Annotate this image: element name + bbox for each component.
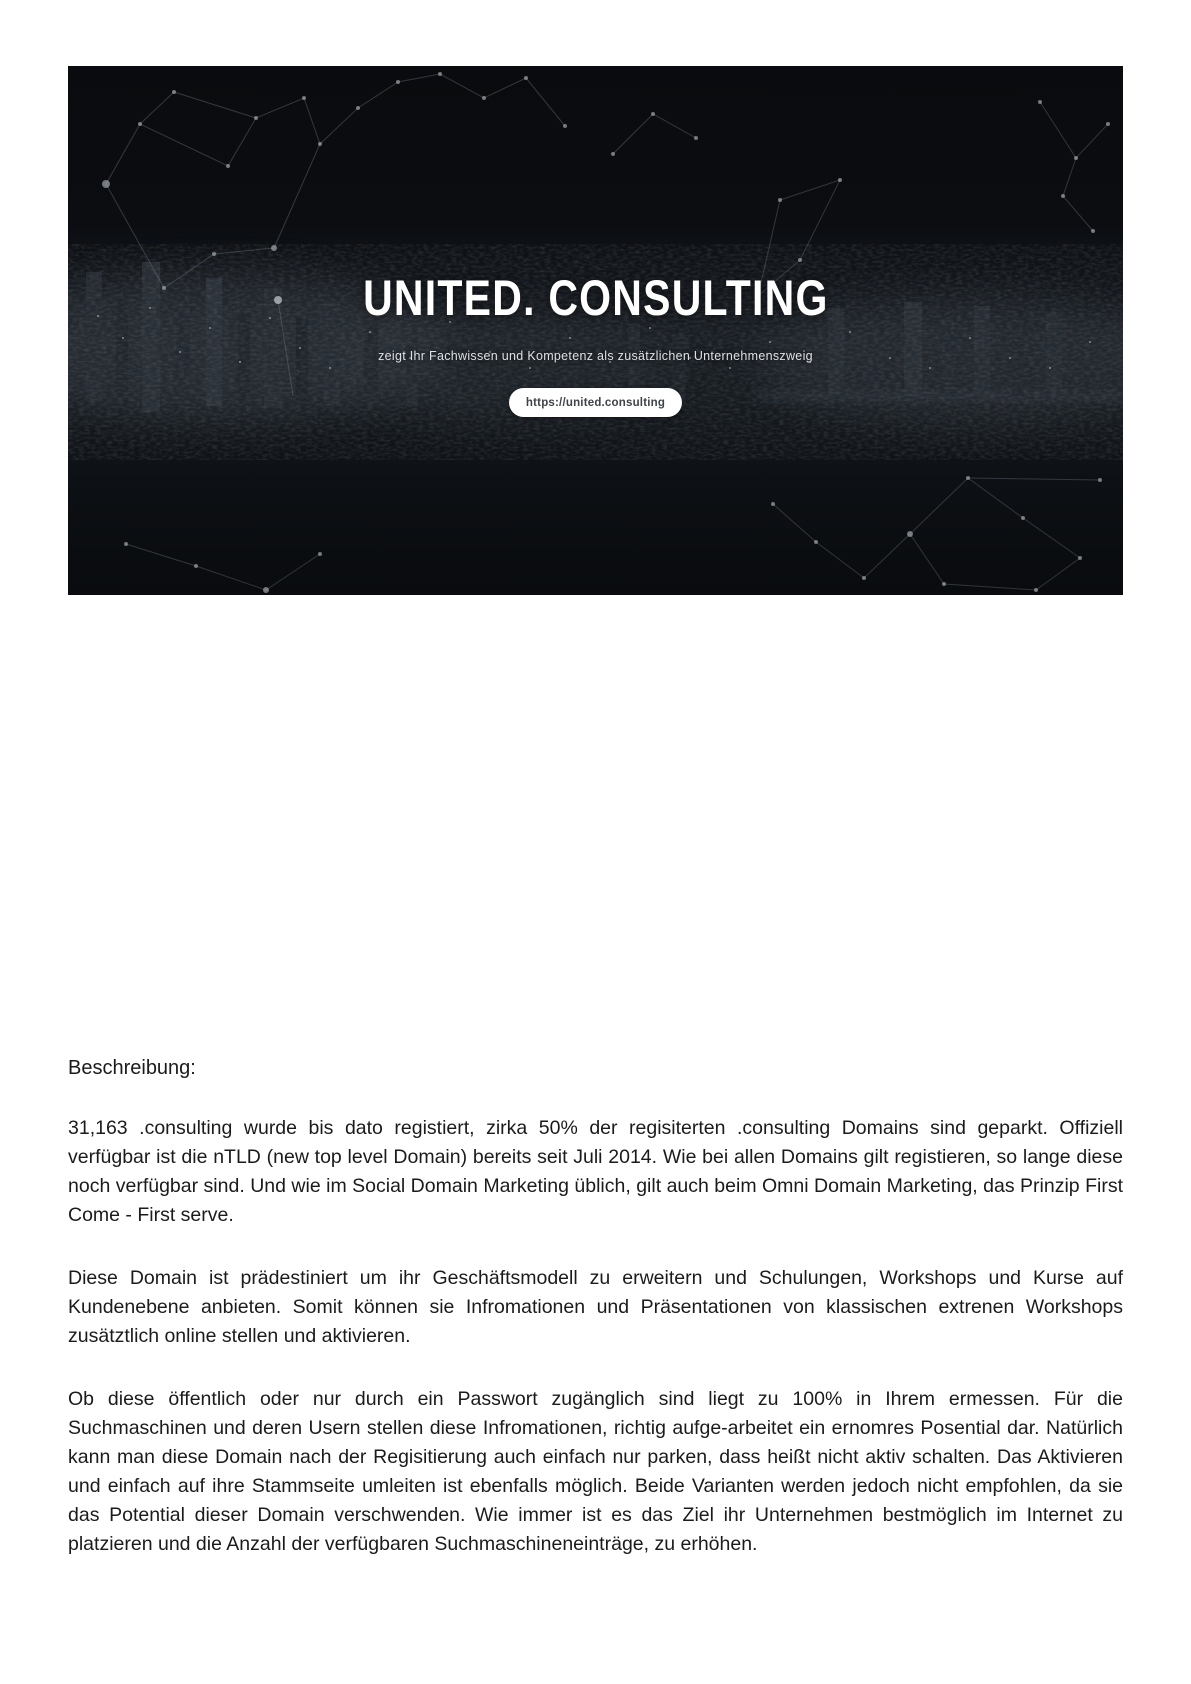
description-paragraph-2: Diese Domain ist prädestiniert um ihr Geschäftsmodell zu erweitern und Schulungen, Workshops und Kurse auf Kundenebene anbieten. Somit können sie Infromationen und Präsentationen von klassischen extrenen Workshops zusätztlich online stellen und aktivieren. bbox=[68, 1267, 1123, 1347]
banner-content bbox=[68, 66, 1123, 595]
domain-url-text: https://united.consulting bbox=[525, 396, 666, 409]
description-heading: Beschreibung: bbox=[68, 1057, 196, 1079]
description-paragraph-1: 31,163 .consulting wurde bis dato registiert, zirka 50% der regisiterten .consulting Domains sind geparkt. Offiziell verfügbar ist die nTLD (new top level Domain) bereits seit Juli 2014. Wie bei allen Domains gilt registieren, so lange diese noch verfügbar sind. Und wie im Social Domain Marketing üblich, gilt auch beim Omni Domain Marketing, das Prinzip First Come - First serve. bbox=[68, 1117, 1123, 1226]
banner-subtitle: zeigt Ihr Fachwissen und Kompetenz als zusätzlichen Unternehmenszweig bbox=[378, 349, 813, 363]
description-section bbox=[68, 1056, 1123, 1559]
description-paragraph-3: Ob diese öffentlich oder nur durch ein Passwort zugänglich sind liegt zu 100% in Ihrem ermessen. Für die Suchmaschinen und deren Usern stellen diese Infromationen, richtig aufge-arbeitet ein ernomres Posential dar. Natürlich kann man diese Domain nach der Regisitierung auch einfach nur parken, dass heißt nicht aktiv schalten. Das Aktivieren und einfach auf ihre Stammseite umleiten ist ebenfalls möglich. Beide Varianten werden jedoch nicht empfohlen, da sie das Potential dieser Domain verschwenden. Wie immer ist es das Ziel ihr Unternehmen bestmöglich im Internet zu platzieren und die Anzahl der verfügbaren Suchmaschineneinträge, zu erhöhen. bbox=[68, 1388, 1123, 1555]
hero-banner bbox=[68, 66, 1123, 595]
domain-url-pill[interactable] bbox=[509, 388, 682, 417]
banner-title: UNITED. CONSULTING bbox=[362, 270, 829, 326]
